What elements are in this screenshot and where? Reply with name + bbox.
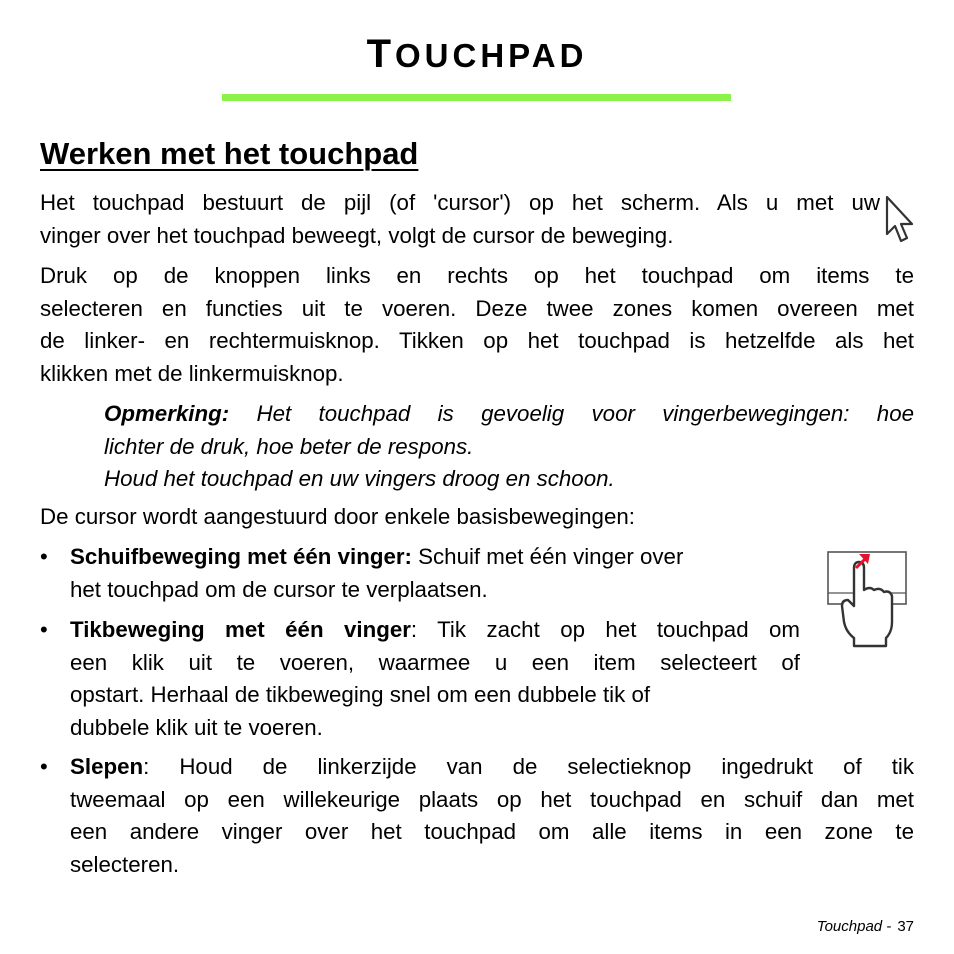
page-title-initial: T (366, 32, 396, 76)
bullet-line: selecteren. (70, 851, 180, 877)
note-line: Houd het touchpad en uw vingers droog en schoon. (104, 466, 615, 491)
bullet-label: Tikbeweging met één vinger (70, 617, 411, 642)
bullet-drag (70, 751, 914, 881)
bullet-line: tweemaal op een willekeurige plaats op het touchpad en schuif dan met (70, 786, 914, 812)
bullet-line: een andere vinger over het touchpad om alle items in een zone te (70, 819, 914, 844)
page-title-rest: OUCHPAD (395, 37, 588, 74)
buttons-para-line: de linker- en rechtermuisknop. Tikken op het touchpad is hetzelfde als het (40, 328, 914, 353)
touchpad-swipe-finger-icon (824, 548, 912, 652)
note-line: Opmerking: Het touchpad is gevoelig voor vingerbewegingen: hoe (104, 401, 914, 426)
note-block (104, 398, 914, 496)
bullet-line: een klik uit te voeren, waarmee u een item selecteert of (70, 649, 800, 675)
mouse-pointer-icon (882, 194, 918, 246)
bullet-tap (70, 614, 800, 744)
intro-line: vinger over het touchpad beweegt, volgt de cursor de beweging. (40, 222, 674, 248)
bullet-marker: • (40, 544, 48, 569)
page-number: 37 (897, 918, 914, 935)
bullet-label: Schuifbeweging met één vinger: (70, 544, 412, 569)
bullet-line: Slepen: Houd de linkerzijde van de selectieknop ingedrukt of tik (70, 754, 914, 779)
bullet-line: opstart. Herhaal de tikbeweging snel om een dubbele tik of (70, 682, 651, 707)
bullet-swipe (70, 541, 800, 606)
bullet-line: Tikbeweging met één vinger: Tik zacht op het touchpad om (70, 617, 801, 642)
gestures-intro: De cursor wordt aangestuurd door enkele basisbewegingen: (40, 504, 635, 529)
section-heading: Werken met het touchpad (40, 136, 419, 171)
intro-paragraph (40, 187, 880, 252)
bullet-label: Slepen (70, 754, 144, 779)
page-footer (817, 917, 914, 937)
buttons-para-line: selecteren en functies uit te voeren. Deze twee zones komen overeen met (40, 295, 914, 321)
note-line: lichter de druk, hoe beter de respons. (104, 433, 474, 459)
page-title (0, 28, 954, 82)
buttons-para-line: klikken met de linkermuisknop. (40, 360, 344, 386)
buttons-paragraph (40, 260, 914, 390)
note-label: Opmerking: (104, 401, 230, 426)
bullet-marker: • (40, 754, 48, 779)
title-underline-bar (222, 94, 731, 101)
intro-line: Het touchpad bestuurt de pijl (of 'cursor') op het scherm. Als u met uw (40, 190, 880, 215)
bullet-line: het touchpad om de cursor te verplaatsen. (70, 576, 488, 602)
buttons-para-line: Druk op de knoppen links en rechts op het touchpad om items te (40, 263, 914, 288)
bullet-line: Schuifbeweging met één vinger: Schuif met één vinger over (70, 544, 684, 569)
footer-section-name: Touchpad - (816, 918, 892, 935)
bullet-line: dubbele klik uit te voeren. (70, 714, 323, 740)
bullet-marker: • (40, 617, 48, 642)
